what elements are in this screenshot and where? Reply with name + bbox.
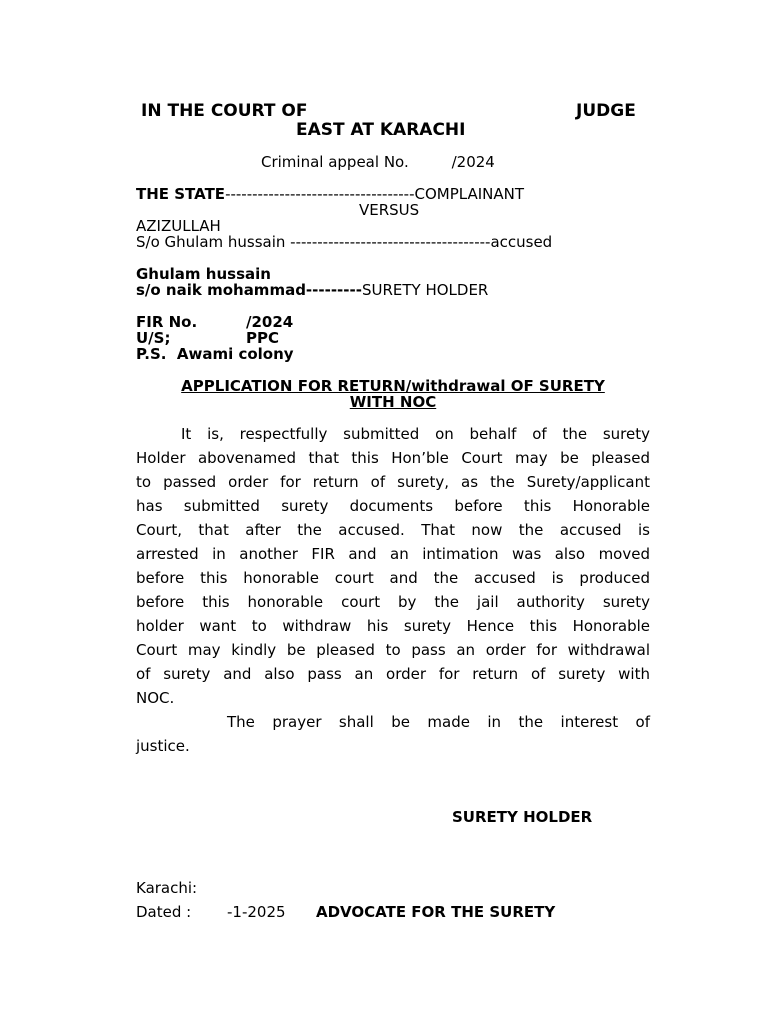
body-line: It is, respectfully submitted on behalf of the surety <box>181 425 650 443</box>
application-title-line2: WITH NOC <box>349 393 437 411</box>
body-line: Court, that after the accused. That now the accused is <box>136 521 650 539</box>
surety-role: SURETY HOLDER <box>361 281 489 299</box>
body-line: has submitted surety documents before this Honorable <box>136 497 650 515</box>
body-line: holder want to withdraw his surety Hence this Honorable <box>136 617 650 635</box>
surety-father: s/o naik mohammad--------- <box>136 281 362 299</box>
body-line: to passed order for return of surety, as the Surety/applicant <box>136 473 650 491</box>
fir-value: /2024 <box>246 313 294 331</box>
surety-holder-signature: SURETY HOLDER <box>452 808 593 826</box>
state-label: THE STATE <box>136 185 226 203</box>
application-title-line1: APPLICATION FOR RETURN/withdrawal OF SURETY <box>181 377 605 395</box>
body-line: Court may kindly be pleased to pass an order for withdrawal <box>136 641 650 659</box>
application-body <box>136 422 650 758</box>
dated-label: Dated : <box>136 903 192 921</box>
state-line <box>136 185 524 203</box>
appeal-number: Criminal appeal No. /2024 <box>261 153 495 171</box>
body-line: NOC. <box>136 689 175 707</box>
prayer-line: justice. <box>136 737 190 755</box>
fir-label: FIR No. <box>136 313 198 331</box>
police-station: P.S. Awami colony <box>136 345 294 363</box>
surety-name: Ghulam hussain <box>136 265 271 283</box>
complainant-label: -----------------------------------COMPLAINANT <box>225 185 525 203</box>
dated-value: -1-2025 <box>227 903 286 921</box>
accused-name: AZIZULLAH <box>136 217 221 235</box>
body-line: Holder abovenamed that this Hon’ble Court may be pleased <box>136 449 650 467</box>
place-label: Karachi: <box>136 879 198 897</box>
body-line: of surety and also pass an order for return of surety with <box>136 665 650 683</box>
court-of-heading: IN THE COURT OF <box>141 101 308 121</box>
east-karachi-heading: EAST AT KARACHI <box>296 120 466 140</box>
us-label: U/S; <box>136 329 171 347</box>
advocate-label: ADVOCATE FOR THE SURETY <box>316 903 556 921</box>
body-line: arrested in another FIR and an intimation was also moved <box>136 545 650 563</box>
body-line: before this honorable court and the accused is produced <box>136 569 650 587</box>
versus-label: VERSUS <box>359 201 420 219</box>
surety-line <box>136 281 488 299</box>
accused-father: S/o Ghulam hussain -------------------------------------accused <box>136 233 553 251</box>
body-line: before this honorable court by the jail authority surety <box>136 593 650 611</box>
us-value: PPC <box>246 329 279 347</box>
prayer-line: The prayer shall be made in the interest of <box>227 713 650 731</box>
judge-heading: JUDGE <box>576 101 636 121</box>
